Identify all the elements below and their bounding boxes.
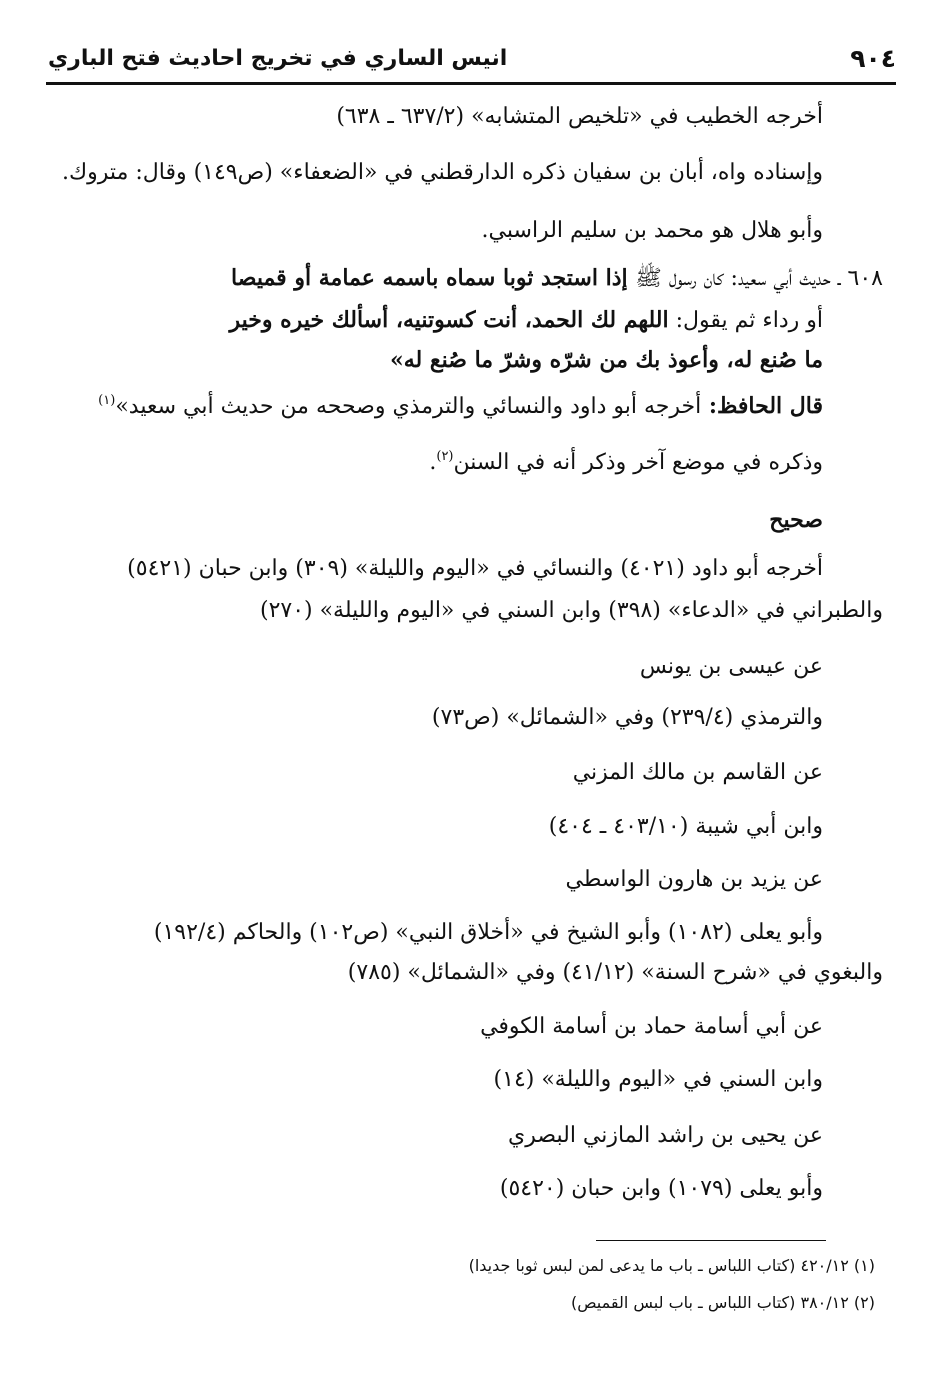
hadith-line: ما صُنع له، وأعوذ بك من شرّه وشرّ ما صُنع له» (390, 347, 823, 373)
hafiz-label: قال الحافظ: (701, 393, 823, 419)
hadith-intro: ٦٠٨ ـ حديث أبي سعيد: كان رسول ﷺ (635, 266, 883, 291)
takhrij-line: أخرجه أبو داود (٤٠٢١) والنسائي في «اليوم والليلة» (٣٠٩) وابن حبان (٥٤٢١) (127, 556, 823, 581)
chain-line: عن عيسى بن يونس (639, 654, 823, 679)
hadith-heading-line (231, 258, 883, 298)
takhrij-line: والترمذي (٢٣٩/٤) وفي «الشمائل» (ص٧٣) (431, 705, 823, 730)
header-rule (46, 82, 896, 85)
text-span: وذكره في موضع آخر وذكر أنه في السنن (453, 450, 823, 475)
hadith-intro: أو رداء ثم يقول: (668, 308, 823, 333)
hafiz-line (98, 386, 823, 426)
takhrij-line: والبغوي في «شرح السنة» (٤١/١٢) وفي «الشمائل» (٧٨٥) (347, 960, 883, 985)
chain-line: عن القاسم بن مالك المزني (572, 760, 823, 785)
hafiz-text: أخرجه أبو داود والنسائي والترمذي وصححه من حديث أبي سعيد» (115, 394, 702, 419)
text-line: وإسناده واه، أبان بن سفيان ذكره الدارقطني في «الضعفاء» (ص١٤٩) وقال: متروك. (62, 160, 823, 185)
running-title: انيس الساري في تخريج احاديث فتح الباري (48, 45, 508, 71)
text-line: وأبو هلال هو محمد بن سليم الراسبي. (481, 218, 823, 243)
takhrij-line: وأبو يعلى (١٠٧٩) وابن حبان (٥٤٢٠) (499, 1176, 823, 1201)
chain-line: عن يحيى بن راشد المازني البصري (508, 1123, 823, 1148)
grade-heading: صحيح (769, 507, 823, 533)
footnote-ref: (٢) (436, 449, 454, 464)
footnote: (١) ٤٢٠/١٢ (كتاب اللباس ـ باب ما يدعى لمن لبس ثوبا جديدا) (468, 1256, 875, 1275)
page-header (48, 34, 896, 82)
text-line: أخرجه الخطيب في «تلخيص المتشابه» (٦٣٧/٢ ـ ٦٣٨) (336, 104, 823, 129)
takhrij-line: وابن أبي شيبة (٤٠٣/١٠ ـ ٤٠٤) (548, 814, 823, 839)
page-number: ٩٠٤ (850, 43, 896, 73)
takhrij-line: والطبراني في «الدعاء» (٣٩٨) وابن السني في «اليوم والليلة» (٢٧٠) (259, 598, 883, 623)
chain-line: عن يزيد بن هارون الواسطي (565, 867, 823, 892)
text-line (429, 443, 823, 483)
hadith-text: إذا استجد ثوبا سماه باسمه عمامة أو قميصا (231, 265, 636, 291)
takhrij-line: وأبو يعلى (١٠٨٢) وأبو الشيخ في «أخلاق النبي» (ص١٠٢) والحاكم (١٩٢/٤) (153, 920, 823, 945)
hadith-line (230, 300, 824, 340)
takhrij-line: وابن السني في «اليوم والليلة» (١٤) (493, 1067, 823, 1092)
period: . (429, 450, 437, 475)
footnote-ref: (١) (98, 393, 116, 408)
chain-line: عن أبي أسامة حماد بن أسامة الكوفي (480, 1014, 823, 1039)
footnote-rule (596, 1240, 826, 1241)
footnote: (٢) ٣٨٠/١٢ (كتاب اللباس ـ باب لبس القميص) (570, 1293, 875, 1312)
hadith-text: اللهم لك الحمد، أنت كسوتنيه، أسألك خيره وخير (229, 307, 669, 333)
